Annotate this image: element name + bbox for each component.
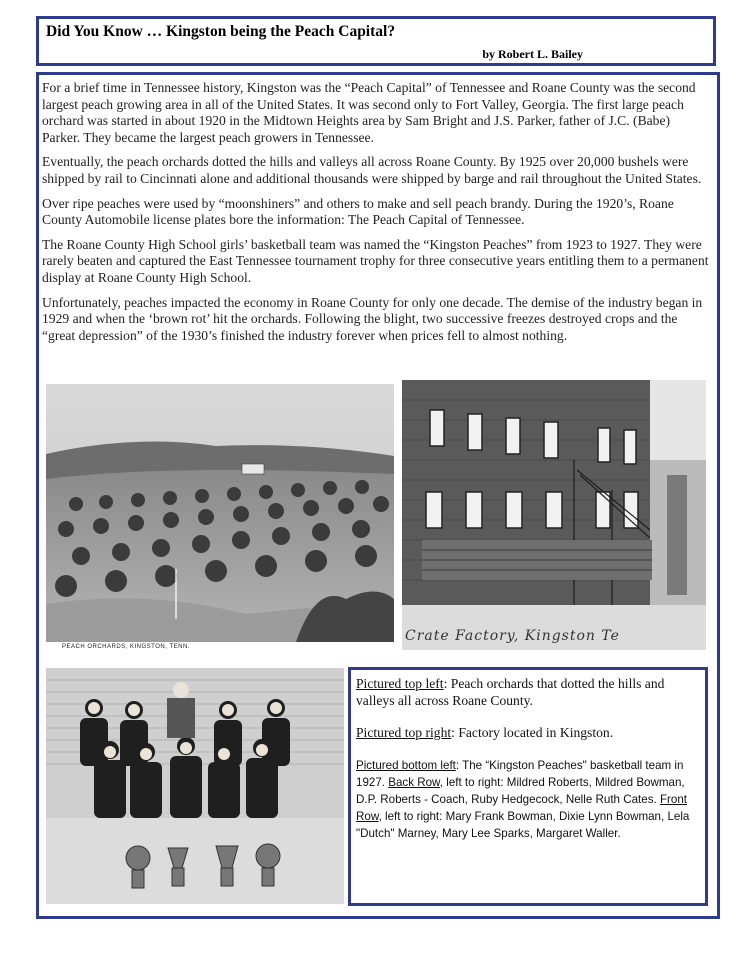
caption-text: : The “Kingston Peaches" basketball team in 1927. xyxy=(356,759,684,789)
factory-photo-label: Crate Factory, Kingston Te xyxy=(405,628,620,644)
author-byline: by Robert L. Bailey xyxy=(482,47,583,61)
orchard-photo-label: PEACH ORCHARDS, KINGSTON, TENN. xyxy=(62,644,190,650)
paragraph: Over ripe peaches were used by “moonshiners” and others to make and sell peach brandy. During the 1920’s, Roane County Automobile license plates bore the information: The Peach Capital of Tennessee. xyxy=(42,195,674,228)
caption-label: Pictured top left xyxy=(356,676,444,691)
caption-bottom-left xyxy=(356,757,701,842)
caption-top-right xyxy=(356,724,701,741)
orchard-photo xyxy=(46,384,394,642)
caption-top-left xyxy=(356,675,701,709)
factory-photo xyxy=(402,380,706,650)
caption-text: : Peach orchards that dotted the hills and valleys all across Roane County. xyxy=(356,676,665,708)
caption-text: : Factory located in Kingston. xyxy=(451,725,614,740)
front-row-label: Front Row xyxy=(356,793,688,823)
paragraph: Unfortunately, peaches impacted the economy in Roane County for only one decade. The demise of the industry began in 1929 and when the ‘brown rot’ hit the orchards. Following the blight, two successive freezes destroyed crops and the “great depression” of the 1930’s finished the industry forever when prices fell to almost nothing. xyxy=(42,294,703,343)
front-row-text: , left to right: Mary Frank Bowman, Dixie Lynn Bowman, Lela "Dutch" Marney, Mary Lee Sparks, Margaret Waller. xyxy=(356,810,690,840)
paragraph: The Roane County High School girls’ basketball team was named the “Kingston Peaches” from 1923 to 1927. They were rarely beaten and captured the East Tennessee tournament trophy for three consecutive years entitling them to a permanent display at Roane County High School. xyxy=(42,236,709,285)
caption-label: Pictured bottom left xyxy=(356,759,456,772)
back-row-label: Back Row xyxy=(388,776,440,789)
paragraph: Eventually, the peach orchards dotted the hills and valleys all across Roane County. By 1925 over 20,000 bushels were shipped by rail to Cincinnati alone and additional thousands were shipped by barge and rail throughout the United States. xyxy=(42,154,702,186)
basketball-team-photo xyxy=(46,668,344,904)
paragraph: For a brief time in Tennessee history, Kingston was the “Peach Capital” of Tennessee and Roane County was the second largest peach growing area in all of the United States. It was second only to Fort Valley, Georgia. The first large peach orchard was started in about 1920 in the Midtown Heights area by Sam Bright and J.S. Parker, father of J.C. (Babe) Parker. They became the largest peach growers in Tennessee. xyxy=(42,80,696,145)
back-row-text: , left to right: Mildred Roberts, Mildred Bowman, D.P. Roberts - Coach, Ruby Hedgecock, Nelle Ruth Cates. xyxy=(356,776,685,806)
title-box xyxy=(36,16,716,66)
page-title: Did You Know … Kingston being the Peach Capital? xyxy=(46,23,396,40)
article-body xyxy=(42,80,710,352)
caption-label: Pictured top right xyxy=(356,725,452,740)
